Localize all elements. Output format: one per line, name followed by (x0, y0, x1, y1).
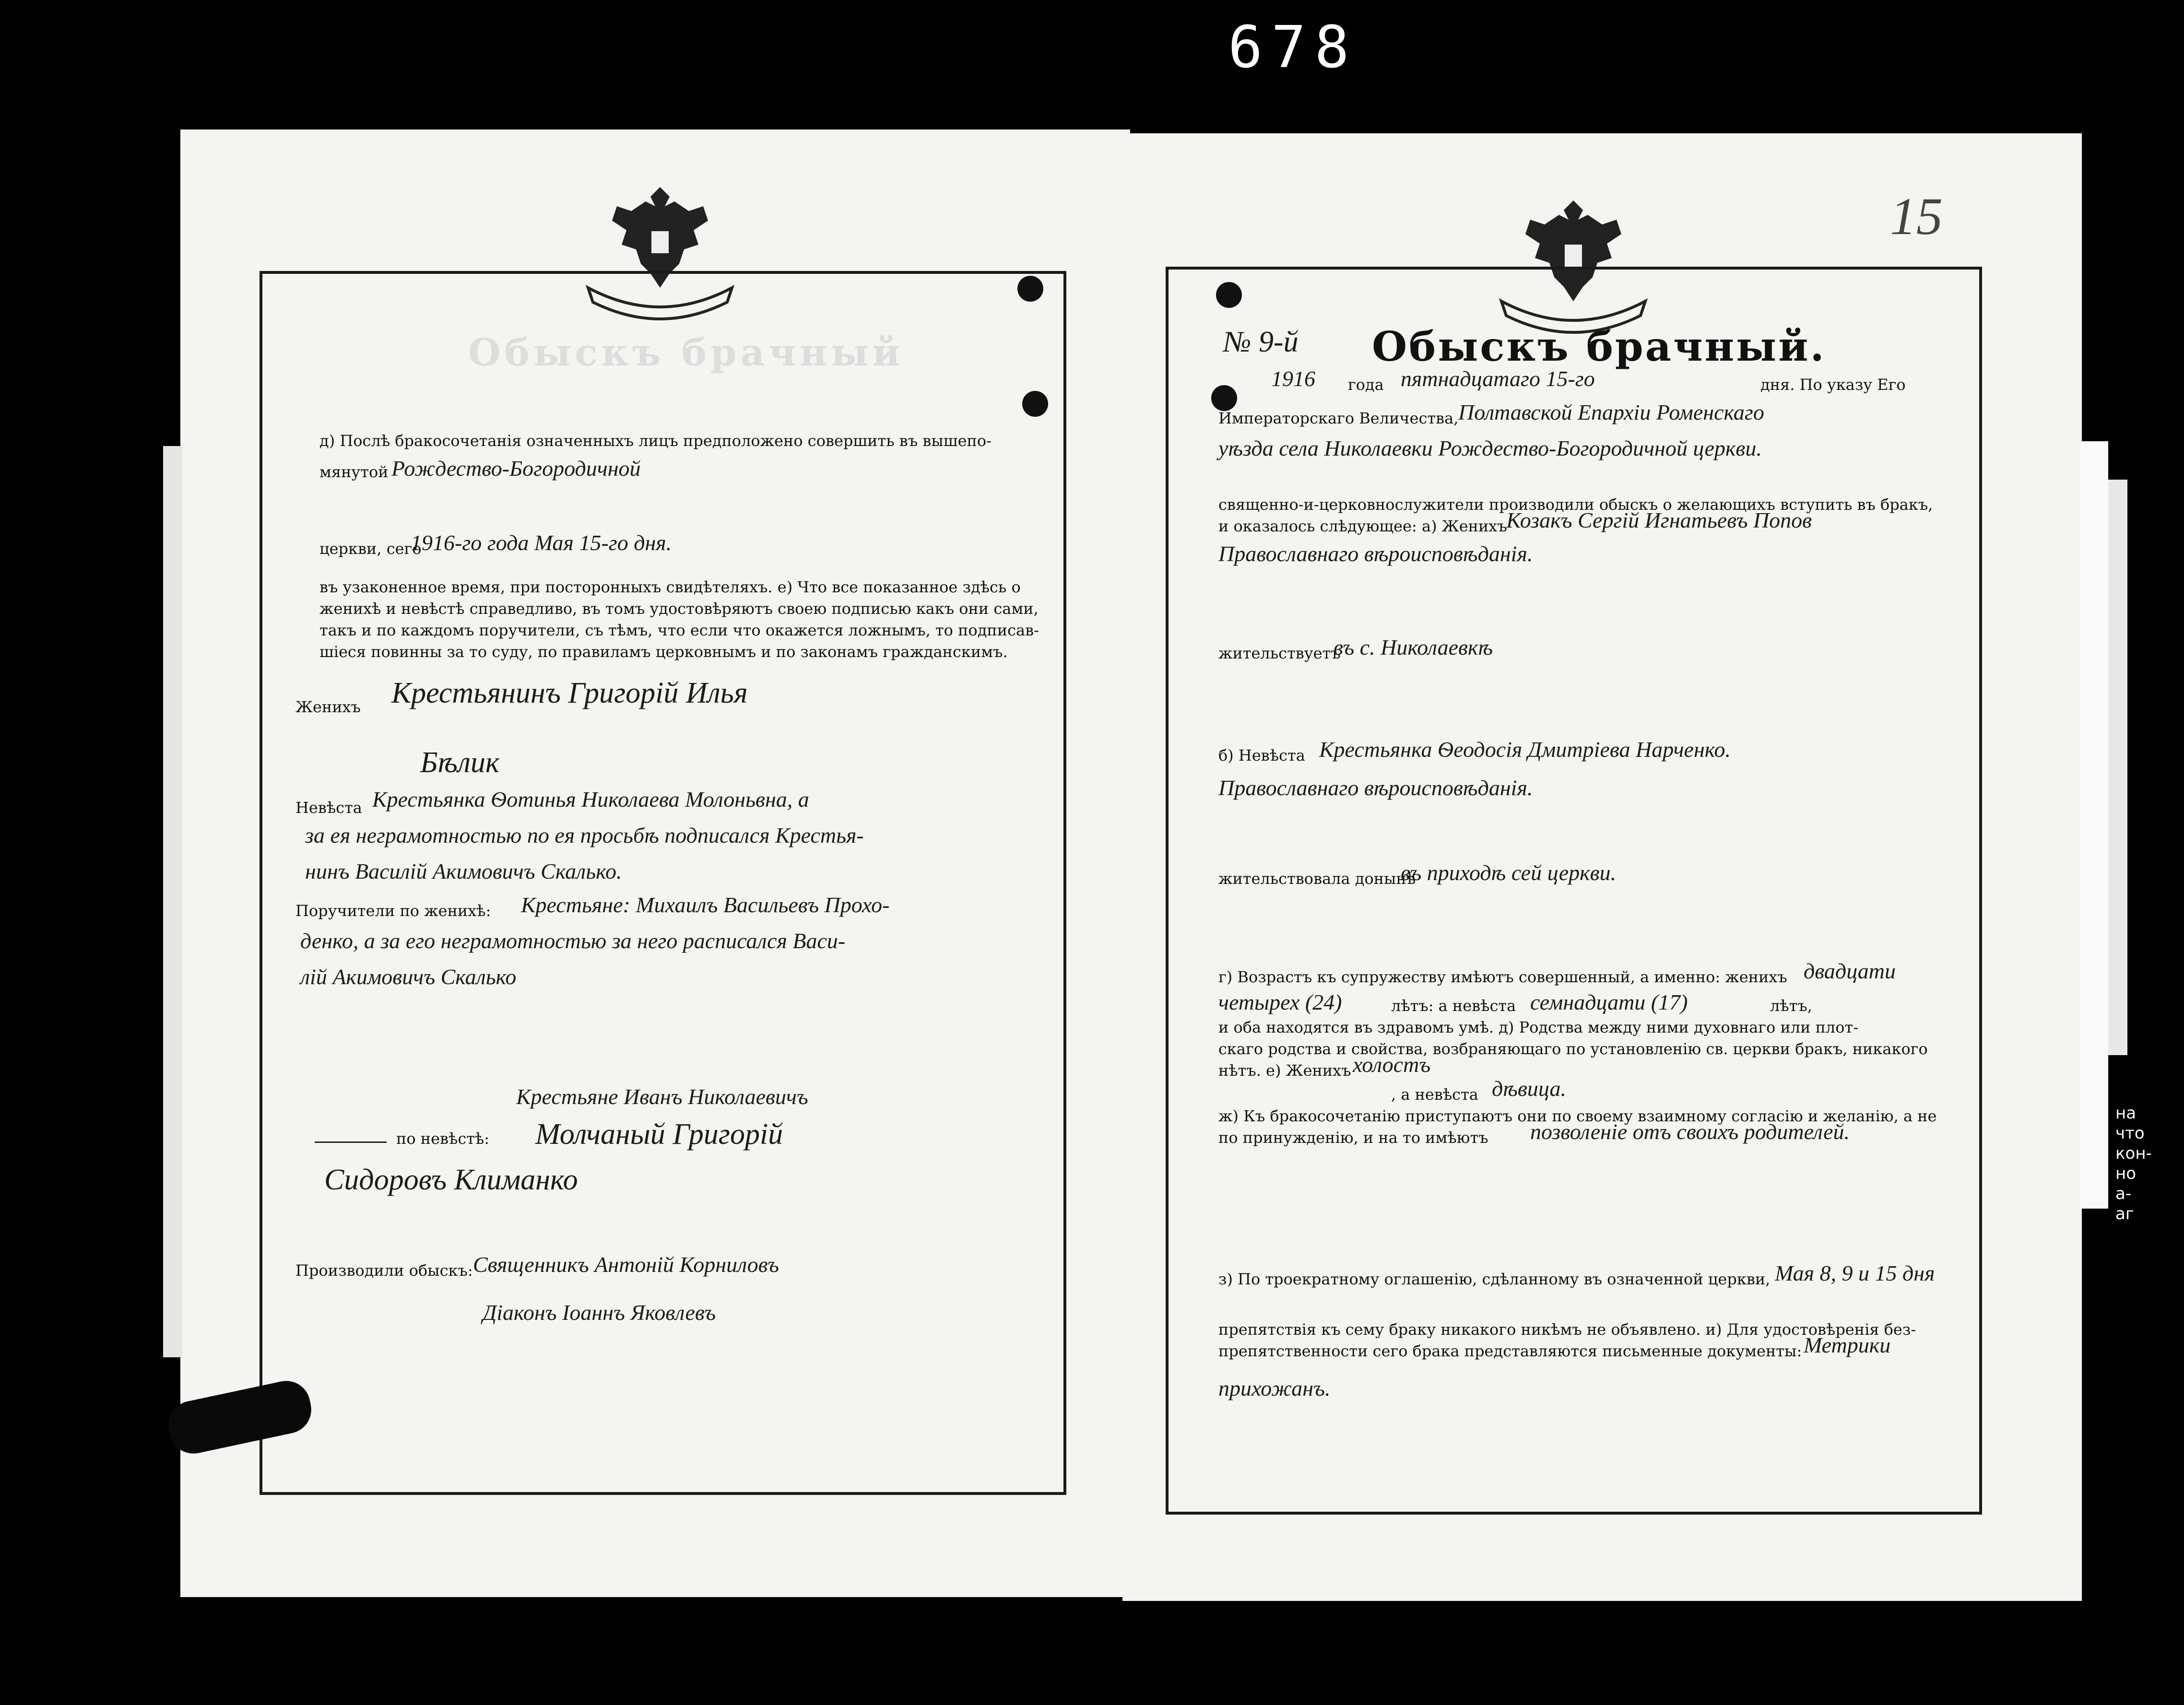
handwritten-religion: Православнаго вѣроисповѣданія. (1218, 541, 1533, 566)
printed-text: церкви, сего (319, 540, 422, 558)
printed-text: жительствуетъ (1218, 644, 1341, 662)
inquiry-label: Производили обыскъ: (295, 1261, 473, 1280)
printed-text: препятствія къ сему браку никакого никѣмъ не объявлено. и) Для удостовѣренія без- (1218, 1320, 1916, 1339)
archive-stamp-number: 678 (1228, 14, 1358, 81)
edge-text: что (2115, 1124, 2145, 1143)
handwritten-diocese: Полтавской Епархіи Роменскаго (1458, 400, 1764, 424)
handwritten-groom: Бѣлик (420, 746, 499, 779)
edge-text: кон- (2115, 1144, 2152, 1163)
printed-text: такъ и по каждомъ поручители, съ тѣмъ, что если что окажется ложнымъ, то подписав- (319, 621, 1039, 639)
handwritten-age: двадцати (1804, 959, 1896, 983)
handwritten-signature: Священникъ Антоній Корниловъ (473, 1252, 779, 1277)
punch-hole (1216, 282, 1242, 308)
printed-text: ж) Къ бракосочетанію приступаютъ они по своему взаимному согласію и желанію, а не (1218, 1107, 1937, 1125)
handwritten-guarantors: Крестьяне: Михаилъ Васильевъ Прохо- (521, 893, 890, 917)
handwritten-guarantors: денко, а за его неграмотностью за него расписался Васи- (300, 929, 846, 953)
page-edge-leaf (2079, 441, 2108, 1209)
printed-text: женихѣ и невѣстѣ справедливо, въ томъ удостовѣряютъ своею подписью какъ они сами, (319, 600, 1039, 618)
printed-text: жительствовала донынѣ (1218, 870, 1416, 888)
handwritten-groom: Козакъ Сергій Игнатьевъ Попов (1506, 508, 1812, 532)
guarantors-bride-label: по невѣстѣ: (396, 1129, 490, 1148)
right-page (1122, 133, 2082, 1601)
printed-text: лѣтъ: а невѣста (1391, 997, 1516, 1015)
document-title: Обыскъ брачный. (1372, 323, 1826, 370)
printed-text: и оказалось слѣдующее: а) Женихъ (1218, 517, 1507, 535)
printed-text: шіеся повинны за то суду, по правиламъ церковнымъ и по законамъ гражданскимъ. (319, 643, 1008, 661)
handwritten-bride: Крестьянка Ѳеодосія Дмитріева Нарченко. (1319, 737, 1731, 762)
printed-text: лѣтъ, (1770, 997, 1812, 1015)
handwritten-documents: прихожанъ. (1218, 1376, 1331, 1400)
page-edge-leaf (2108, 480, 2127, 1055)
faint-printed-heading: Обыскъ брачный (468, 331, 904, 375)
punch-hole (1211, 385, 1237, 411)
handwritten-bride: нинъ Василій Акимовичъ Скалько. (305, 859, 622, 883)
handwritten-guarantors: лій Акимовичъ Скалько (300, 964, 517, 989)
printed-text: з) По троекратному оглашенію, сдѣланному въ означенной церкви, (1218, 1270, 1771, 1288)
handwritten-record-number: № 9-й (1223, 326, 1299, 358)
edge-text: но (2115, 1164, 2137, 1183)
handwritten-year: 1916 (1271, 366, 1315, 391)
handwritten-signature: Діаконъ Іоаннъ Яковлевъ (483, 1300, 716, 1325)
edge-text: на (2115, 1104, 2137, 1123)
handwritten-guarantors: Молчаный Григорій (535, 1118, 783, 1151)
printed-text: по принужденію, и на то имѣютъ (1218, 1129, 1488, 1147)
printed-text: мянутой (319, 463, 389, 481)
printed-text: священно-и-церковнослужители производили обыскъ о желающихъ вступить въ бракъ, (1218, 495, 1933, 514)
handwritten-residence: въ с. Николаевкѣ (1334, 635, 1493, 659)
handwritten-consent: позволеніе отъ своихъ родителей. (1530, 1119, 1850, 1144)
printed-text: дня. По указу Его (1760, 376, 1906, 394)
printed-text: скаго родства и свойства, возбраняющаго по установленію св. церкви бракъ, никакого (1218, 1040, 1928, 1058)
handwritten-bride: за ея неграмотностью по ея просьбѣ подписался Крестья- (305, 823, 864, 847)
handwritten-parish: уѣзда села Николаевки Рождество-Богородичной церкви. (1218, 436, 1762, 460)
handwritten-religion: Православнаго вѣроисповѣданія. (1218, 776, 1533, 800)
left-page (180, 129, 1130, 1597)
handwritten-guarantors: Сидоровъ Климанко (324, 1164, 578, 1196)
edge-text-fragments (2115, 1103, 2152, 1224)
printed-text: нѣтъ. е) Женихъ (1218, 1061, 1351, 1080)
printed-text: б) Невѣста (1218, 746, 1305, 764)
handwritten-bride: Крестьянка Ѳотинья Николаева Молоньвна, а (372, 787, 809, 811)
handwritten-status: дѣвица. (1492, 1076, 1566, 1101)
handwritten-church-name: Рождество-Богородичной (391, 456, 641, 481)
edge-text: аг (2115, 1204, 2134, 1223)
handwritten-guarantors: Крестьяне Иванъ Николаевичъ (516, 1084, 808, 1109)
groom-label: Женихъ (295, 698, 361, 716)
printed-text: , а невѣста (1391, 1085, 1478, 1104)
handwritten-groom: Крестьянинъ Григорій Илья (391, 677, 748, 709)
handwritten-status: холостъ (1353, 1052, 1431, 1077)
printed-text: въ узаконенное время, при посторонныхъ свидѣтеляхъ. е) Что все показанное здѣсь о (319, 578, 1021, 596)
divider-line (315, 1141, 387, 1143)
handwritten-dates: Мая 8, 9 и 15 дня (1775, 1261, 1935, 1285)
folio-number: 15 (1890, 187, 1943, 246)
printed-text: препятственности сего брака представляются письменные документы: (1218, 1342, 1802, 1360)
printed-text: г) Возрастъ къ супружеству имѣютъ совершенный, а именно: женихъ (1218, 968, 1787, 986)
handwritten-residence: въ приходѣ сей церкви. (1401, 860, 1617, 885)
handwritten-date: 1916-го года Мая 15-го дня. (411, 530, 672, 555)
guarantors-groom-label: Поручители по женихѣ: (295, 902, 491, 920)
bride-label: Невѣста (295, 799, 362, 817)
handwritten-documents: Метрики (1804, 1333, 1891, 1357)
punch-hole (1022, 391, 1048, 417)
page-edge-leaf (163, 446, 182, 1357)
printed-text: и оба находятся въ здравомъ умѣ. д) Родства между ними духовнаго или плот- (1218, 1018, 1859, 1036)
punch-hole (1017, 276, 1043, 302)
handwritten-day: пятнадцатаго 15-го (1401, 366, 1595, 391)
handwritten-age: четырех (24) (1218, 990, 1342, 1014)
printed-text: года (1348, 376, 1384, 394)
printed-text: Императорскаго Величества, (1218, 409, 1459, 427)
edge-text: а- (2115, 1184, 2132, 1203)
handwritten-age: семнадцати (17) (1530, 990, 1688, 1014)
printed-text: д) Послѣ бракосочетанія означенныхъ лицъ предположено совершить въ вышепо- (319, 432, 992, 450)
